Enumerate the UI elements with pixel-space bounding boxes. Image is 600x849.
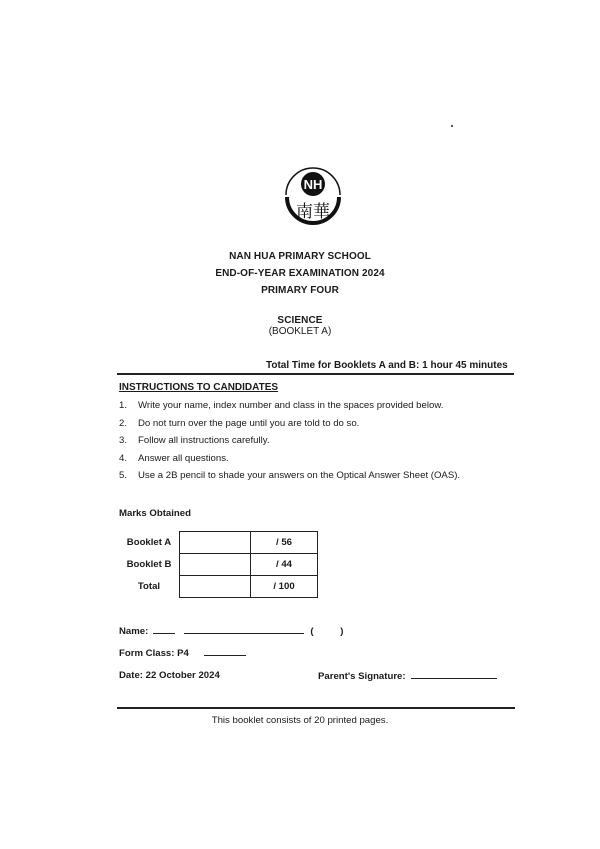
instruction-item: 3. Follow all instructions carefully. — [119, 435, 270, 446]
date-field: Date: 22 October 2024 — [119, 670, 220, 681]
divider-bottom — [117, 707, 515, 709]
row-label: Total — [137, 581, 161, 592]
level-title: PRIMARY FOUR — [261, 285, 339, 296]
booklet-title: (BOOKLET A) — [268, 326, 332, 337]
row-label: Booklet B — [126, 559, 172, 570]
form-class-label: Form Class: P4 — [119, 648, 189, 659]
name-input-line[interactable] — [184, 624, 304, 634]
footer-text: This booklet consists of 20 printed pages. — [211, 715, 389, 726]
table-row — [119, 576, 318, 598]
school-crest-icon — [277, 167, 349, 231]
instructions-title: INSTRUCTIONS TO CANDIDATES — [119, 382, 279, 393]
form-class-field — [119, 646, 246, 659]
form-class-input-line[interactable] — [204, 646, 246, 656]
row-label: Booklet A — [126, 537, 172, 548]
instruction-item: 2. Do not turn over the page until you are told to do so. — [119, 417, 360, 429]
instruction-item: 4. Answer all questions. — [119, 452, 229, 464]
table-row — [119, 532, 318, 554]
marks-obtained-cell[interactable] — [180, 532, 251, 554]
name-blank-short[interactable] — [153, 624, 175, 634]
total-time: Total Time for Booklets A and B: 1 hour 45 minutes — [266, 360, 508, 371]
divider-top — [117, 373, 514, 375]
table-row — [119, 554, 318, 576]
name-field: Name: ( ) — [119, 626, 344, 637]
scan-speck — [451, 125, 453, 127]
parent-signature-label: Parent's Signature: — [318, 671, 406, 682]
parent-signature-line[interactable] — [411, 669, 497, 679]
marks-title: Marks Obtained — [119, 508, 191, 519]
max-marks-cell: / 100 — [251, 576, 318, 598]
marks-obtained-cell[interactable] — [180, 554, 251, 576]
exam-title: END-OF-YEAR EXAMINATION 2024 — [215, 268, 385, 279]
svg-text:南華: 南華 — [296, 202, 330, 222]
max-marks-cell: / 44 — [251, 554, 318, 576]
svg-text:NH: NH — [303, 177, 323, 192]
instructions-list — [119, 400, 460, 488]
subject-title: SCIENCE — [277, 315, 323, 326]
instruction-item: 5. Use a 2B pencil to shade your answers on the Optical Answer Sheet (OAS). — [119, 470, 461, 481]
marks-obtained-cell[interactable] — [180, 576, 251, 598]
instruction-item: 1. Write your name, index number and class in the spaces provided below. — [119, 400, 444, 411]
name-label: Name: — [119, 626, 149, 637]
max-marks-cell: / 56 — [251, 532, 318, 554]
parent-signature-field — [318, 669, 497, 682]
school-name: NAN HUA PRIMARY SCHOOL — [229, 251, 371, 262]
marks-table — [119, 531, 318, 598]
